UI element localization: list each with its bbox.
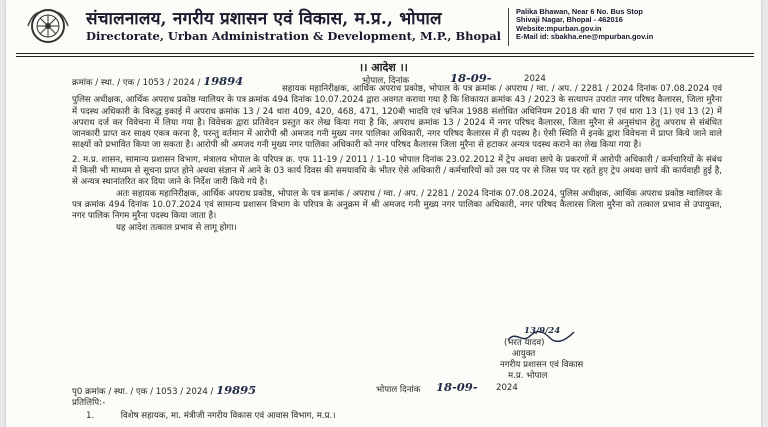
- copy-place-date: भोपाल दिनांक: [376, 385, 421, 395]
- order-paragraph-1: सहायक महानिरीक्षक, आर्थिक अपराध प्रकोष्ठ, भोपाल के पत्र क्रमांक / अपराध / ग्वा. / अप. / 2281 / 2024 दिनांक 07.08.2024 एवं पुलिस अधीक्षक, आर्थिक अपराध प्रकोष्ठ ग्वालियर के पत्र क्रमांक 494 दिनांक 10.07.2024 द्वारा अवगत कराया गया है कि शिकायत क्रमांक 43 / 2023 के सत्यापन उपरांत नगर परिषद कैलारस, जिला मुरैना में पदस्थ अधिकारी के विरुद्ध इकाई में अपराध क्रमांक 13 / 24 धारा 409, 420, 468, 471, 120बी भादवि एवं भ्रनिअ 1988 संशोधित अधिनियम 2018 की धारा 7 एवं धारा 13 (1) एवं 13 (2) में अपराध दर्ज कर विवेचना में लिया गया है। विवेचक द्वारा प्रतिवेदन प्रस्तुत कर लेख किया गया है कि, अपराध क्रमांक 13 / 2024 में नगर परिषद कैलारस, जिला मुरैना से अनुसंधान हेतु अपराध से संबंधित जानकारी प्राप्त कर साक्ष्य एकत्र करना है, परन्तु वर्तमान में आरोपी श्री अमजद गनी मुख्य नगर पालिका अधिकारी, नगर परिषद कैलारस में ही पदस्थ है। ऐसी स्थिति में इनके द्वारा विवेचना में प्राप्त किये जाने वाले साक्ष्यों को प्रभावित किया जा सकता है। आरोपी श्री अमजद गनी मुख्य नगर पालिका अधिकारी को नगर परिषद कैलारस जिला मुरैना से हटाकर अन्यत्र पदस्थ कराने का लेख किया गया है।: [72, 84, 722, 151]
- copy-ref-number: 19895: [216, 383, 257, 397]
- order-date: 18-09-: [450, 71, 492, 85]
- signatory-designation: आयुक्त: [512, 349, 536, 359]
- copy-year: 2024: [496, 383, 518, 393]
- document-page: [6, 0, 761, 427]
- signature-date: 13/9/24: [524, 326, 561, 336]
- copy-reference: [72, 380, 761, 397]
- order-place-date: भोपाल, दिनांक: [362, 76, 410, 86]
- order-paragraph-3: अतः सहायक महानिरीक्षक, आर्थिक अपराध प्रकोष्ठ, भोपाल के पत्र क्रमांक / अपराध / ग्वा. / अप. / 2281 / 2024 दिनांक 07.08.2024, पुलिस अधीक्षक, आर्थिक अपराध प्रकोष्ठ ग्वालियर के पत्र क्रमांक 494 दिनांक 10.07.2024 एवं सामान्य प्रशासन विभाग के परिपत्र के अनुक्रम में श्री अमजद गनी मुख्य नगर पालिका अधिकारी, नगर परिषद कैलारस जिला मुरैना को तत्काल प्रभाव से उपायुक्त, नगर पालिक निगम मुरैना पदस्थ किया जाता है।: [72, 188, 722, 222]
- signatory-name: (भरत यादव): [504, 338, 545, 348]
- copy-item-number: 1.: [86, 411, 95, 421]
- address-line: Palika Bhawan, Near 6 No. Bus Stop: [516, 7, 643, 16]
- org-title-hindi: संचालनालय, नगरीय प्रशासन एवं विकास, म.प्र., भोपाल: [86, 9, 442, 29]
- email-line: E-Mail id: sbakha.ene@mpurban.gov.in: [516, 32, 654, 42]
- order-paragraph-4: यह आदेश तत्काल प्रभाव से लागू होगा।: [116, 222, 237, 233]
- letterhead: [6, 0, 761, 52]
- header-divider: [508, 8, 509, 46]
- order-body: [72, 84, 722, 234]
- copy-item-text: विशेष सहायक, मा. मंत्रीजी नगरीय विकास एवं आवास विभाग, म.प्र.।: [120, 411, 336, 421]
- signature-block: [500, 326, 720, 382]
- org-title-english: Directorate, Urban Administration & Development, M.P., Bhopal: [86, 29, 502, 43]
- org-address: [516, 8, 756, 42]
- emblem-logo-icon: [26, 8, 70, 44]
- order-year: 2024: [524, 74, 546, 84]
- website-line: Website:mpurban.gov.in: [516, 23, 602, 33]
- copy-list-item: [86, 409, 336, 421]
- order-ref-prefix: क्रमांक / स्था. / एक / 1053 / 2024 /: [72, 78, 201, 88]
- signatory-state: म.प्र. भोपाल: [508, 371, 548, 381]
- copy-to-label: प्रतिलिपि:-: [72, 398, 106, 408]
- header-rule: [16, 56, 754, 57]
- copy-ref-prefix: पृ0 क्रमांक / स्था. / एक / 1053 / 2024 /: [72, 387, 214, 397]
- order-paragraph-2: 2. म.प्र. शासन, सामान्य प्रशासन विभाग, मंत्रालय भोपाल के परिपत्र क्र. एफ 11-19 / 2011 / 1-10 भोपाल दिनांक 23.02.2012 में ट्रेप अथवा छापे के प्रकरणों में आरोपी अधिकारी / कर्मचारियों के संबंध में किसी भी माध्यम से सूचना प्राप्त होने अथवा संज्ञान में आने के 03 कार्य दिवस की समयावधि के भीतर ऐसे अधिकारी / कर्मचारियों को उस पद पर से जिस पद पर रहते हुए ट्रेप अथवा छापे की कार्यवाही हुई है, से अन्यत्र स्थानांतरित कर दिया जाने के निर्देश जारी किये गये है।: [72, 154, 722, 188]
- header-rule: [16, 53, 754, 54]
- signatory-department: नगरीय प्रशासन एवं विकास: [500, 360, 584, 370]
- order-title: ।। आदेश ।।: [359, 61, 408, 74]
- copy-date: 18-09-: [436, 380, 478, 394]
- order-ref-number: 19894: [203, 74, 244, 88]
- address-line: Shivaji Nagar, Bhopal - 462016: [516, 15, 623, 25]
